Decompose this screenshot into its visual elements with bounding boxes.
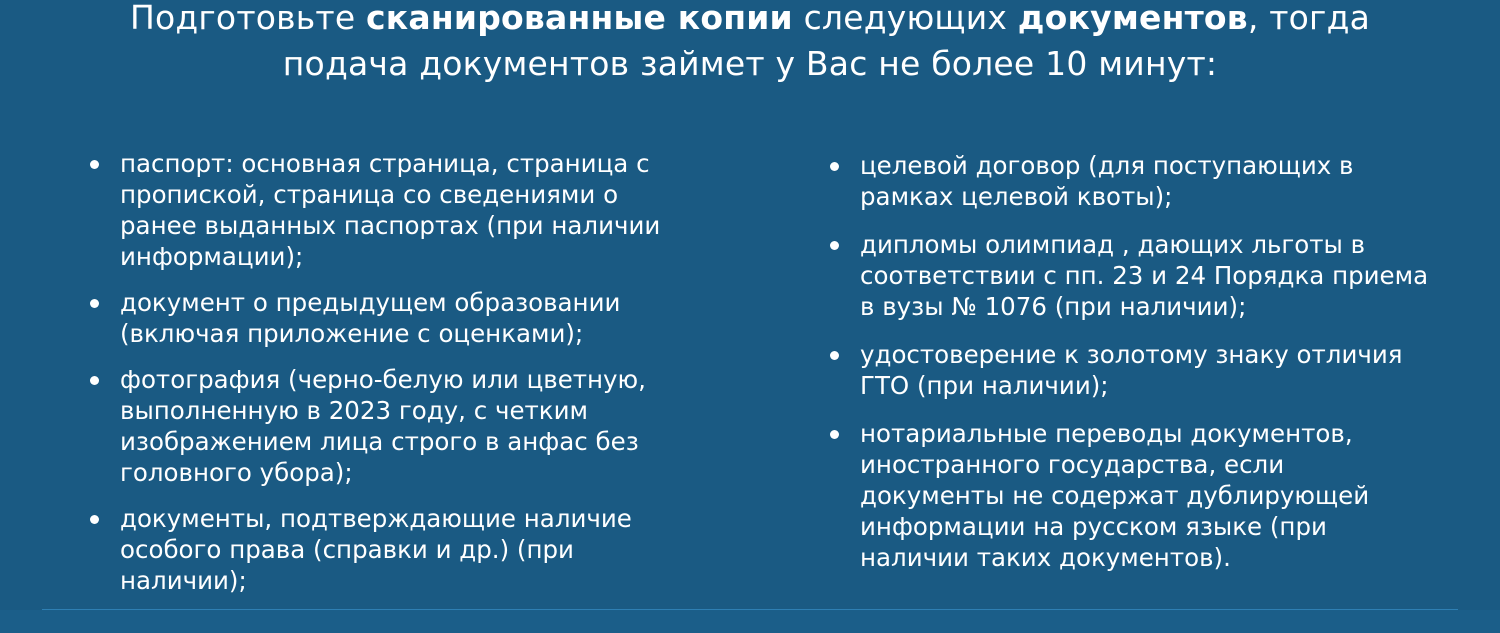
bullet-icon (90, 299, 99, 308)
bullet-icon (90, 376, 99, 385)
heading-text: Подготовьте (129, 0, 367, 37)
list-item (90, 148, 690, 272)
list-item-text: дипломы олимпиад , дающих льготы в соответствии с пп. 23 и 24 Порядка приема в вузы № 1076 (при наличии); (860, 230, 1429, 321)
list-item (90, 364, 690, 488)
heading-text: , тогда (1247, 0, 1371, 37)
bullet-icon (830, 162, 839, 171)
list-item (830, 418, 1430, 573)
slide-heading (0, 0, 1500, 87)
heading-line-1 (0, 0, 1500, 41)
heading-bold-scanned-copies: сканированные копии (366, 0, 793, 37)
list-item-text: целевой договор (для поступающих в рамках целевой квоты); (860, 151, 1354, 211)
bottom-band (0, 610, 1500, 633)
heading-text: следующих (792, 0, 1018, 37)
list-item (90, 503, 690, 596)
list-item (90, 287, 690, 349)
list-item (830, 229, 1430, 322)
list-item-text: документ о предыдущем образовании (включая приложение с оценками); (120, 288, 621, 348)
documents-list-right (830, 150, 1430, 590)
list-item-text: удостоверение к золотому знаку отличия ГТО (при наличии); (860, 340, 1403, 400)
bullet-icon (90, 160, 99, 169)
bullet-icon (90, 515, 99, 524)
documents-list-left (90, 148, 690, 611)
list-item-text: фотография (черно-белую или цветную, выполненную в 2023 году, с четким изображением лица строго в анфас без головного убора); (120, 365, 646, 487)
bullet-icon (830, 351, 839, 360)
list-item (830, 339, 1430, 401)
bullet-icon (830, 241, 839, 250)
heading-bold-documents: документов (1017, 0, 1248, 37)
heading-line-2: подача документов займет у Вас не более 10 минут: (282, 44, 1218, 83)
list-item-text: нотариальные переводы документов, иностранного государства, если документы не содержат дублирующей информации на русском языке (при наличии таких документов). (860, 419, 1370, 572)
bullet-icon (830, 430, 839, 439)
list-item-text: паспорт: основная страница, страница с пропиской, страница со сведениями о ранее выданных паспортах (при наличии информации); (120, 149, 661, 271)
list-item (830, 150, 1430, 212)
list-item-text: документы, подтверждающие наличие особого права (справки и др.) (при наличии); (120, 504, 632, 595)
divider (42, 609, 1458, 610)
